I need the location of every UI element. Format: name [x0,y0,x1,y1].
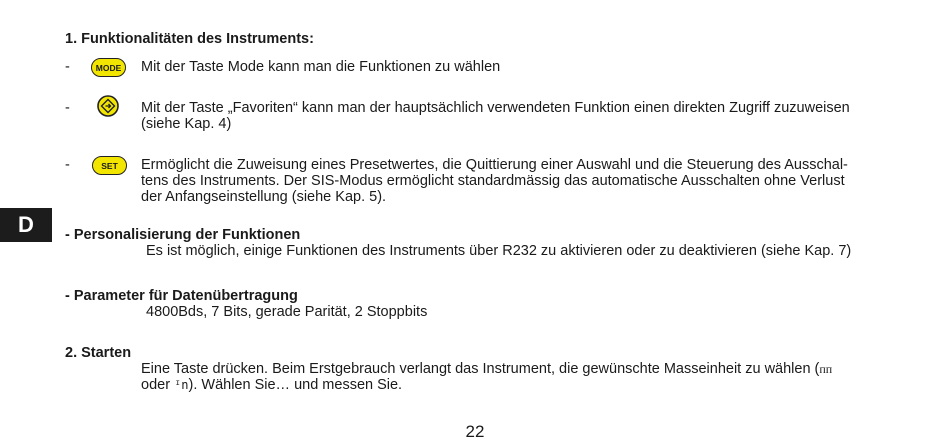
starten-heading: 2. Starten [65,345,132,361]
section-heading-functions: 1. Funktionalitäten des Instruments: [65,31,314,47]
personalisierung-text: Es ist möglich, einige Funktionen des Instruments über R232 zu aktivieren oder zu deaktivieren (siehe Kap. 7) [146,243,852,259]
set-description-line-3: der Anfangseinstellung (siehe Kap. 5). [141,189,387,205]
parameter-heading: - Parameter für Datenübertragung [65,288,298,304]
bullet-dash: - [65,157,70,173]
mm-unit-glyph: ᴨᴨ [819,362,833,376]
set-description-line-1: Ermöglicht die Zuweisung eines Presetwertes, die Quittierung einer Auswahl und die Steuerung des Ausschal- [141,157,848,173]
set-button-icon: SET [92,156,127,175]
inch-unit-glyph: ᴵn [174,378,189,392]
language-tab: D [0,208,52,242]
personalisierung-heading: - Personalisierung der Funktionen [65,227,301,243]
favorites-description-line-1: Mit der Taste „Favoriten“ kann man der hauptsächlich verwendeten Funktion einen direkten Zugriff zuzuweisen [141,100,850,116]
parameter-text: 4800Bds, 7 Bits, gerade Parität, 2 Stoppbits [146,304,428,320]
mode-description: Mit der Taste Mode kann man die Funktionen zu wählen [141,59,501,75]
mode-button-icon: MODE [91,58,126,77]
favorites-button-icon [97,95,119,117]
favorites-description-line-2: (siehe Kap. 4) [141,116,232,132]
bullet-dash: - [65,59,70,75]
bullet-dash: - [65,100,70,116]
page-number: 22 [465,422,485,441]
set-description-line-2: tens des Instruments. Der SIS-Modus ermöglicht standardmässig das automatische Ausschalten ohne Verlust [141,173,845,189]
starten-line-1: Eine Taste drücken. Beim Erstgebrauch verlangt das Instrument, die gewünschte Masseinheit zu wählen (ᴨᴨ [141,361,833,377]
starten-line-2: oder ᴵn). Wählen Sie… und messen Sie. [141,377,403,393]
